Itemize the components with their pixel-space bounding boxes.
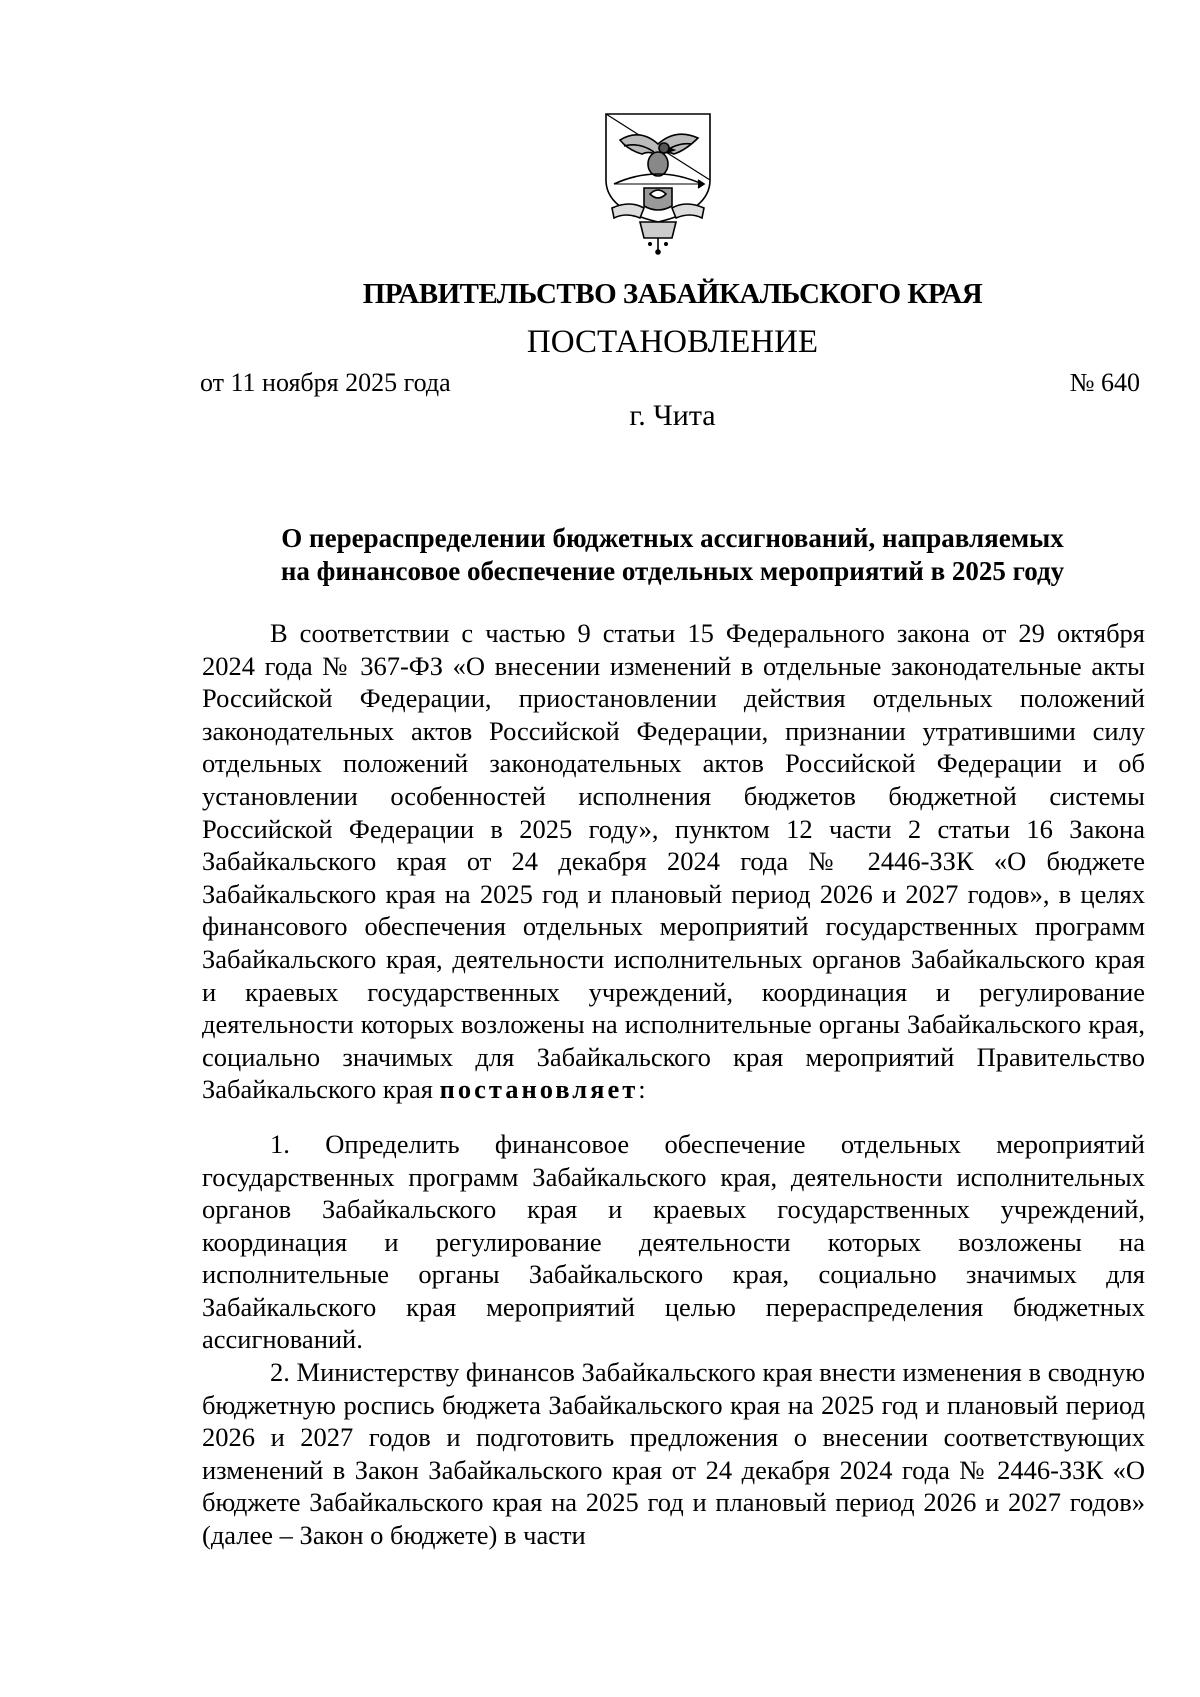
document-body xyxy=(202,617,1145,1552)
item-paragraph: 1. Определить финансовое обеспечение отдельных мероприятий государственных программ Забайкальского края, деятельности исполнительных органов Забайкальского края и краевых государственных учреждений, координация и регулирование деятельности которых возложены на исполнительные органы Забайкальского края, социально значимых для Забайкальского края мероприятий целью перераспределения бюджетных ассигнований. xyxy=(202,1128,1145,1355)
preamble-text: В соответствии с частью 9 статьи 15 Федерального закона от 29 октября 2024 года № 367-ФЗ «О внесении изменений в отдельные законодательные акты Российской Федерации, приостановлении действия отдельных положений законодательных актов Российской Федерации, признании утратившими силу отдельных положений законодательных актов Российской Федерации и об установлении особенностей исполнения бюджетов бюджетной системы Российской Федерации в 2025 году», пунктом 12 части 2 статьи 16 Закона Забайкальского края от 24 декабря 2024 года № 2446-ЗЗК «О бюджете Забайкальского края на 2025 год и плановый период 2026 и 2027 годов», в целях финансового обеспечения отдельных мероприятий государственных программ Забайкальского края, деятельности исполнительных органов Забайкальского края и краевых государственных учреждений, координация и регулирование деятельности которых возложены на исполнительные органы Забайкальского края, социально значимых для Забайкальского края мероприятий Правительство Забайкальского края xyxy=(202,618,1145,1105)
document-date: от 11 ноября 2025 года xyxy=(200,368,451,397)
resolves-word: постановляет xyxy=(439,1074,639,1105)
coat-of-arms-emblem xyxy=(600,110,716,256)
document-heading xyxy=(200,522,1145,588)
document-number: № 640 xyxy=(1069,368,1140,397)
heading-line: на финансовое обеспечение отдельных мероприятий в 2025 году xyxy=(280,556,1065,586)
document-type: ПОСТАНОВЛЕНИЕ xyxy=(526,324,819,360)
preamble-paragraph xyxy=(202,617,1145,1106)
organization-title: ПРАВИТЕЛЬСТВО ЗАБАЙКАЛЬСКОГО КРАЯ xyxy=(362,278,983,310)
item-paragraph: 2. Министерству финансов Забайкальского края внести изменения в сводную бюджетную роспись бюджета Забайкальского края на 2025 год и плановый период 2026 и 2027 годов и подготовить предложения о внесении соответствующих изменений в Закон Забайкальского края от 24 декабря 2024 года № 2446-ЗЗК «О бюджете Забайкальского края на 2025 год и плановый период 2026 и 2027 годов» (далее – Закон о бюджете) в части xyxy=(202,1357,1145,1551)
city-name: г. Чита xyxy=(629,399,716,432)
resolves-punctuation: : xyxy=(638,1074,646,1105)
heading-line: О перераспределении бюджетных ассигнований, направляемых xyxy=(281,523,1064,553)
